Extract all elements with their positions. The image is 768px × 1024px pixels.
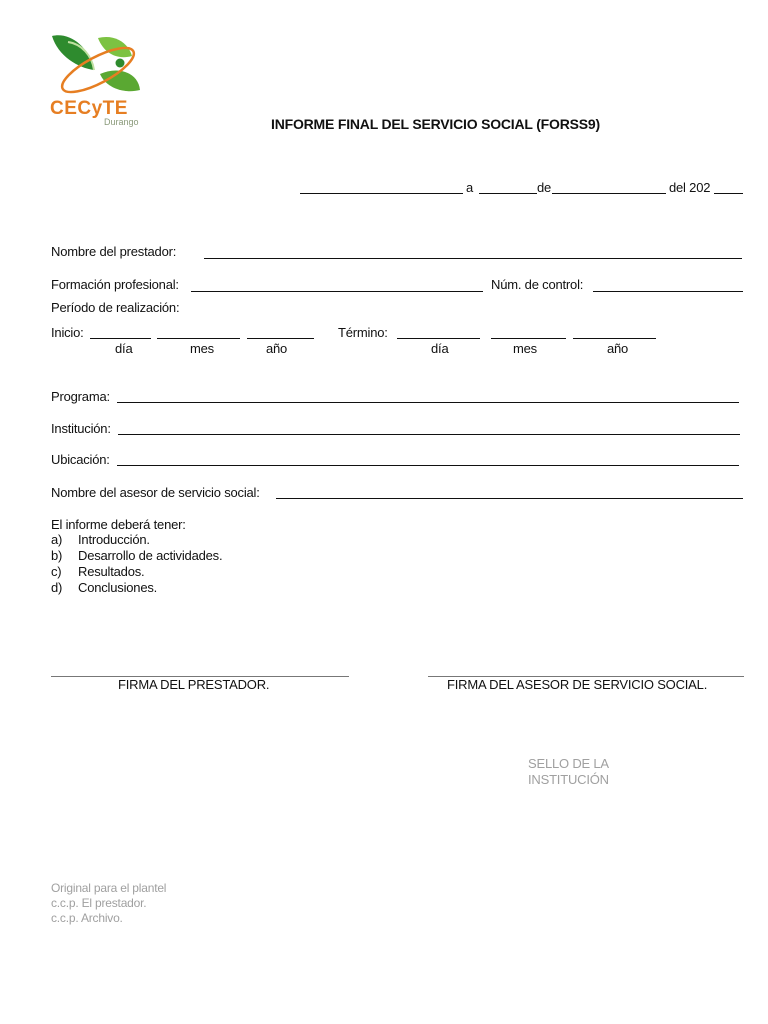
termino-dia-field[interactable] <box>397 338 480 339</box>
requirement-letter: c) <box>51 564 62 579</box>
logo-name: CECyTE <box>50 98 128 119</box>
inicio-label: Inicio: <box>51 325 84 340</box>
ubicacion-field[interactable] <box>117 465 739 466</box>
formacion-field[interactable] <box>191 291 483 292</box>
programa-label: Programa: <box>51 389 110 404</box>
requirement-text: Desarrollo de actividades. <box>78 548 223 563</box>
copy-line: Original para el plantel <box>51 881 167 895</box>
termino-mes-field[interactable] <box>491 338 566 339</box>
inicio-anio-field[interactable] <box>247 338 314 339</box>
requirement-letter: a) <box>51 532 63 547</box>
date-month-line[interactable] <box>552 193 666 194</box>
termino-anio-field[interactable] <box>573 338 656 339</box>
copy-line: c.c.p. Archivo. <box>51 911 123 925</box>
asesor-signature-label: FIRMA DEL ASESOR DE SERVICIO SOCIAL. <box>447 677 708 692</box>
control-label: Núm. de control: <box>491 277 584 292</box>
institucion-label: Institución: <box>51 421 111 436</box>
termino-mes-caption: mes <box>513 341 537 356</box>
formacion-label: Formación profesional: <box>51 277 179 292</box>
date-de-label: de <box>537 180 552 195</box>
termino-label: Término: <box>338 325 388 340</box>
institucion-field[interactable] <box>118 434 740 435</box>
inicio-dia-caption: día <box>115 341 133 356</box>
requirement-text: Conclusiones. <box>78 580 158 595</box>
requirements-heading: El informe deberá tener: <box>51 517 186 532</box>
prestador-field[interactable] <box>204 258 742 259</box>
prestador-label: Nombre del prestador: <box>51 244 177 259</box>
asesor-label: Nombre del asesor de servicio social: <box>51 485 260 500</box>
ubicacion-label: Ubicación: <box>51 452 110 467</box>
date-place-line[interactable] <box>300 193 463 194</box>
requirement-letter: d) <box>51 580 63 595</box>
inicio-anio-caption: año <box>266 341 288 356</box>
periodo-label: Período de realización: <box>51 300 180 315</box>
date-del-label: del 202 <box>669 180 711 195</box>
date-a-label: a <box>466 180 474 195</box>
requirement-text: Introducción. <box>78 532 150 547</box>
stamp-line-1: SELLO DE LA <box>528 756 609 771</box>
termino-anio-caption: año <box>607 341 629 356</box>
inicio-dia-field[interactable] <box>90 338 151 339</box>
requirement-letter: b) <box>51 548 63 563</box>
date-day-line[interactable] <box>479 193 537 194</box>
termino-dia-caption: día <box>431 341 449 356</box>
copy-line: c.c.p. El prestador. <box>51 896 147 910</box>
asesor-field[interactable] <box>276 498 743 499</box>
prestador-signature-label: FIRMA DEL PRESTADOR. <box>118 677 270 692</box>
logo-subname: Durango <box>104 117 139 127</box>
stamp-line-2: INSTITUCIÓN <box>528 772 609 787</box>
control-field[interactable] <box>593 291 743 292</box>
date-year-line[interactable] <box>714 193 743 194</box>
requirement-text: Resultados. <box>78 564 145 579</box>
inicio-mes-caption: mes <box>190 341 214 356</box>
document-title: INFORME FINAL DEL SERVICIO SOCIAL (FORSS9) <box>271 116 600 132</box>
programa-field[interactable] <box>117 402 739 403</box>
inicio-mes-field[interactable] <box>157 338 240 339</box>
